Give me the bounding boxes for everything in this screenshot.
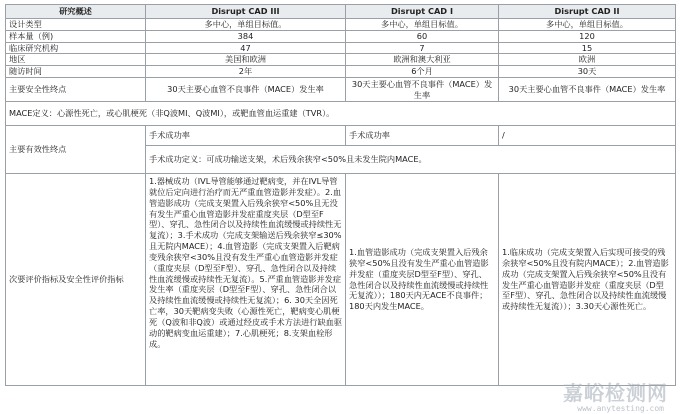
table-row-sites (6, 42, 676, 54)
table-row-followup (6, 66, 676, 78)
cell-value: 6个月 (346, 66, 499, 78)
header-disrupt-cad-3: Disrupt CAD III (146, 5, 346, 19)
cell-value: / (499, 126, 676, 146)
cell-value: 60 (346, 30, 499, 42)
table-row-mace-definition (6, 102, 676, 126)
table-row-region (6, 54, 676, 66)
cell-value: 多中心，单组目标值。 (499, 19, 676, 31)
efficacy-definition: 手术成功定义：可成功输送支架，术后残余狭窄<50%且未发生院内MACE。 (146, 146, 676, 174)
header-disrupt-cad-2: Disrupt CAD II (499, 5, 676, 19)
cell-value: 多中心，单组目标值。 (146, 19, 346, 31)
table-header-row (6, 5, 676, 19)
row-label: 临床研究机构 (6, 42, 146, 54)
cell-value: 30天主要心血管不良事件（MACE）发生率 (499, 78, 676, 102)
row-label: 样本量（例) (6, 30, 146, 42)
watermark-url: www.anytesting.com (577, 404, 664, 413)
cell-value: 384 (146, 30, 346, 42)
cell-value: 47 (146, 42, 346, 54)
watermark-brand: 嘉峪检测网 (563, 381, 668, 405)
row-label: 地区 (6, 54, 146, 66)
row-label: 主要安全性终点 (6, 78, 146, 102)
cell-value: 1.器械成功（IVL导管能够通过靶病变，并在IVL导管就位后定向进行治疗而无严重血管造影并发症）。2.血管造影成功（完成支架置入后残余狭窄<50%且无没有发生严重心血管造影并发症重度夹层（D型至F型）、穿孔、急性闭合以及持续性血流缓慢或持续性无复流）；3.手术成功（完成支架输送后残余狭窄≤30%且无院内MACE）；4.血管造影（完成支架置入后靶病变残余狭窄<30%且没有发生严重心血管造影并发症（重度夹层（D型至F型）、穿孔、急性闭合以及持续性血流缓慢或持续性无复流）。5.严重血管造影并发症发生率（重度夹层（D型至F型）、穿孔、急性闭合以及持续性血流缓慢或持续性无复流）；6. 30天全因死亡率，30天靶病变失败（心源性死亡，靶病变心肌梗死（Q波和非Q波）或通过经皮或手术方法进行缺血驱动的靶病变血运重建）；7.心肌梗死；8.支架血栓形成。 (146, 174, 346, 386)
cell-value: 7 (346, 42, 499, 54)
table-row-safety (6, 78, 676, 102)
cell-value: 欧洲 (499, 54, 676, 66)
cell-value: 15 (499, 42, 676, 54)
cell-value: 30天 (499, 66, 676, 78)
cell-value: 手术成功率 (146, 126, 346, 146)
cell-value: 多中心，单组目标值。 (346, 19, 499, 31)
table-row-design (6, 19, 676, 31)
cell-value: 美国和欧洲 (146, 54, 346, 66)
table-row-sample (6, 30, 676, 42)
mace-definition: MACE定义：心源性死亡，或心肌梗死（非Q波MI、Q波MI），或靶血管血运重建（TVR）。 (6, 102, 676, 126)
table-row-efficacy (6, 126, 676, 146)
cell-value: 欧洲和澳大利亚 (346, 54, 499, 66)
cell-value: 30天主要心血管不良事件（MACE）发生率 (346, 78, 499, 102)
table-row-secondary (6, 174, 676, 386)
row-label: 随访时间 (6, 66, 146, 78)
row-label: 次要评价指标及安全性评价指标 (6, 174, 146, 386)
row-label: 设计类型 (6, 19, 146, 31)
cell-value: 1.血管造影成功（完成支架置入后残余狭窄<50%且没有发生严重心血管造影并发症（重度夹层D型至F型）、穿孔、急性闭合以及持续性血流缓慢或持续性无复流））；180天内无ACE不良事件；180天内发生MACE。 (346, 174, 499, 386)
cell-value: 手术成功率 (346, 126, 499, 146)
cell-value: 30天主要心血管不良事件（MACE）发生率 (146, 78, 346, 102)
cell-value: 1.临床成功（完成支架置入后实现可接受的残余狭窄<50%且没有院内MACE）；2.血管造影成功（完成支架置入后残余狭窄<50%且没有发生严重心血管造影并发症（重度夹层（D型至F型）、穿孔、急性闭合以及持续性血流缓慢或持续性无复流））；3.30天心源性死亡。 (499, 174, 676, 386)
cell-value: 120 (499, 30, 676, 42)
header-overview: 研究概述 (6, 5, 146, 19)
row-label: 主要有效性终点 (6, 126, 146, 174)
cell-value: 2年 (146, 66, 346, 78)
header-disrupt-cad-1: Disrupt CAD I (346, 5, 499, 19)
comparison-table (5, 4, 676, 386)
